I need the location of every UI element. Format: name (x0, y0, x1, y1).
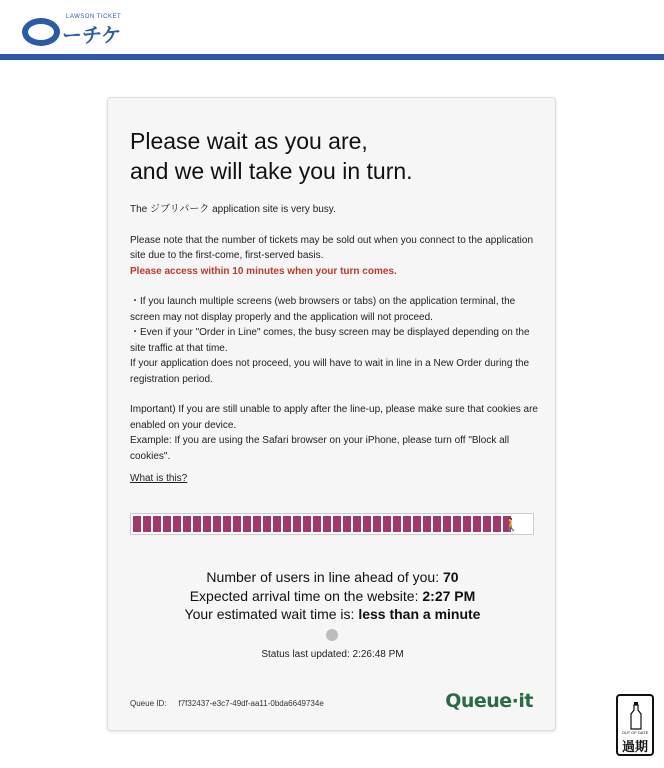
progress-fill (133, 516, 531, 532)
busy-text: The ジブリパーク application site is very busy. (130, 204, 336, 215)
progress-segment (383, 516, 391, 532)
queue-stats (108, 568, 557, 624)
logo-small-text: LAWSON TICKET (66, 14, 122, 20)
proceed-text: If your application does not proceed, you will have to wait in line in a New Order during the registration period. (130, 358, 530, 385)
logo-o-icon (22, 18, 60, 46)
progress-segment (363, 516, 371, 532)
important-text: Important) If you are still unable to apply after the line-up, please make sure that cookies are enabled on your device. (130, 404, 538, 431)
progress-segment (423, 516, 431, 532)
queue-id-value: f7f32437-e3c7-49df-aa11-0bda6649734e (178, 699, 324, 708)
logo-text: ーチケ (62, 23, 122, 47)
progress-segment (313, 516, 321, 532)
progress-segment (353, 516, 361, 532)
queueit-logo: Queue·it (445, 690, 533, 712)
progress-segment (213, 516, 221, 532)
milk-bottle-icon (630, 702, 642, 730)
progress-segment (203, 516, 211, 532)
arrival-time (108, 587, 557, 606)
progress-segment (233, 516, 241, 532)
progress-segment (133, 516, 141, 532)
queue-progress-bar (130, 513, 534, 535)
progress-segment (333, 516, 341, 532)
queue-id-label: Queue ID: (130, 699, 167, 708)
wait-label: Your estimated wait time is: (184, 606, 359, 622)
progress-segment (183, 516, 191, 532)
cookies-paragraph (130, 402, 540, 464)
title-line-2: and we will take you in turn. (130, 158, 413, 184)
arrival-label: Expected arrival time on the website: (189, 587, 423, 604)
progress-segment (163, 516, 171, 532)
progress-segment (463, 516, 471, 532)
title-line-1: Please wait as you are, (130, 128, 368, 154)
warning-text: Please access within 10 minutes when your turn comes. (130, 265, 397, 277)
lawson-ticket-logo[interactable] (22, 12, 121, 46)
progress-segment (243, 516, 251, 532)
progress-segment (303, 516, 311, 532)
users-ahead-value: 70 (443, 569, 459, 585)
wait-value: less than a minute (358, 606, 481, 622)
progress-segment (273, 516, 281, 532)
progress-segment (283, 516, 291, 532)
users-ahead-label: Number of users in line ahead of you: (206, 569, 443, 585)
status-indicator-icon (326, 629, 338, 641)
progress-segment (523, 516, 531, 532)
progress-segment (483, 516, 491, 532)
example-text: Example: If you are using the Safari browser on your iPhone, please turn off "Block all cookies". (130, 435, 510, 462)
note-text: Please note that the number of tickets may be sold out when you connect to the application site due to the first-come, first-served basis. (130, 234, 534, 261)
header-divider (0, 54, 664, 60)
progress-segment (433, 516, 441, 532)
arrival-value: 2:27 PM (422, 587, 476, 604)
users-ahead (108, 568, 557, 587)
progress-segment (153, 516, 161, 532)
badge-small-text: OUT OF DATE (621, 730, 649, 735)
progress-segment (493, 516, 501, 532)
wait-time (108, 605, 557, 624)
progress-segment (263, 516, 271, 532)
progress-segment (323, 516, 331, 532)
out-of-date-badge (616, 694, 654, 756)
multi-screen-paragraph (130, 294, 540, 387)
progress-segment (413, 516, 421, 532)
walker-icon: 🚶 (503, 517, 520, 532)
progress-segment (173, 516, 181, 532)
queue-id (130, 699, 324, 708)
progress-segment (443, 516, 451, 532)
status-updated: Status last updated: 2:26:48 PM (261, 649, 404, 660)
progress-segment (373, 516, 381, 532)
progress-segment (253, 516, 261, 532)
progress-segment (403, 516, 411, 532)
queue-card (107, 97, 556, 731)
multi-text: ・If you launch multiple screens (web browsers or tabs) on the application terminal, the screen may not display properly and the application will not proceed. (130, 296, 516, 323)
badge-text: 過期 (621, 740, 648, 755)
progress-segment (453, 516, 461, 532)
order-text: ・Even if your "Order in Line" comes, the busy screen may be displayed depending on the site traffic at that time. (130, 327, 530, 354)
info-text (130, 202, 540, 479)
progress-segment (393, 516, 401, 532)
progress-segment (223, 516, 231, 532)
progress-segment (293, 516, 301, 532)
what-is-this-link[interactable]: What is this? (130, 473, 188, 484)
header (0, 0, 664, 54)
progress-segment (473, 516, 481, 532)
progress-segment (193, 516, 201, 532)
note-paragraph (130, 233, 540, 280)
progress-segment (343, 516, 351, 532)
progress-segment (143, 516, 151, 532)
page-title (130, 126, 540, 186)
